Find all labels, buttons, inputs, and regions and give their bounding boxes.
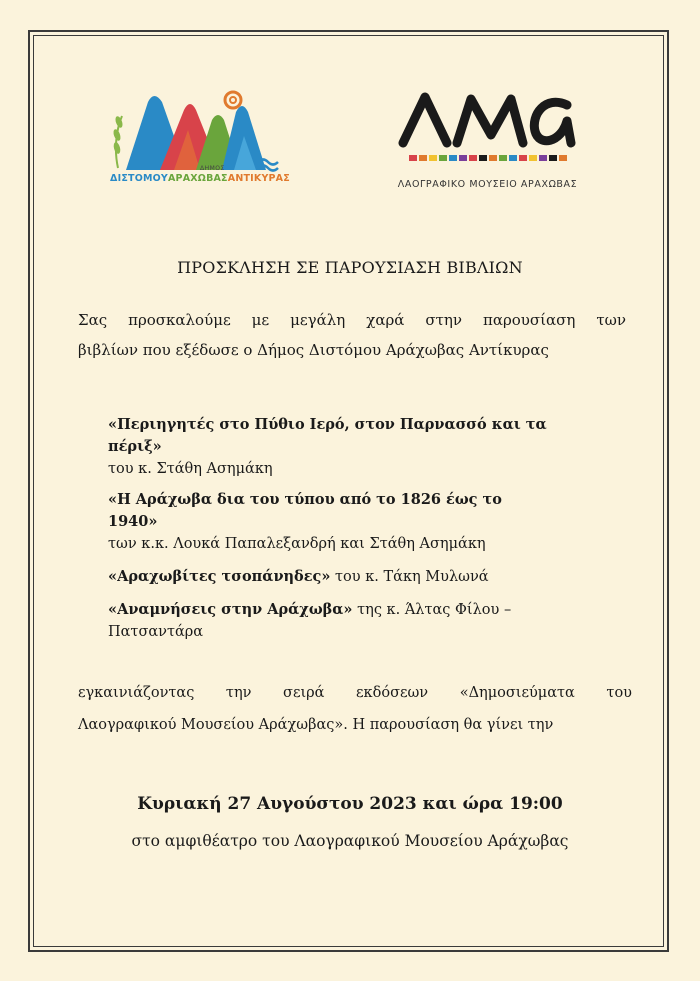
book-item-3 (108, 566, 628, 588)
intro-line-2: βιβλίων που εξέδωσε ο Δήμος Διστόμου Αράχωβας Αντίκυρας (78, 341, 549, 359)
outro-line-2: Λαογραφικού Μουσείου Αράχωβας». Η παρουσίαση θα γίνει την (78, 717, 554, 733)
municipality-mountains-icon (108, 80, 288, 175)
municipality-name-part-3: ΑΝΤΙΚΥΡΑΣ (227, 173, 290, 184)
book-2-author: των κ.κ. Λουκά Παπαλεξανδρή και Στάθη Ασημάκη (108, 536, 486, 552)
municipality-name-part-2: ΑΡΑΧΩΒΑΣ (168, 173, 228, 184)
invitation-heading: ΠΡΟΣΚΛΗΣΗ ΣΕ ΠΑΡΟΥΣΙΑΣΗ ΒΙΒΛΙΩΝ (177, 258, 523, 277)
book-2-title-line-1: «Η Αράχωβα δια του τύπου από το 1826 έως το (108, 491, 502, 508)
book-item-2 (108, 489, 628, 555)
book-item-1 (108, 414, 628, 480)
book-3-author: του κ. Τάκη Μυλωνά (330, 569, 489, 585)
book-2-title-line-2: 1940» (108, 513, 158, 530)
book-4-author-line-1: της κ. Άλτας Φίλου – (352, 602, 512, 618)
municipality-small-label: ΔΗΜΟΣ (200, 165, 225, 172)
municipality-name (108, 173, 292, 184)
book-1-title-line-2: πέριξ» (108, 438, 162, 455)
book-3-title: «Αραχωβίτες τσοπάνηδες» (108, 568, 331, 585)
book-item-4 (108, 599, 628, 643)
museum-logo (395, 85, 585, 165)
book-1-title-line-1: «Περιηγητές στο Πύθιο Ιερό, στον Παρνασσό και τα (108, 416, 547, 433)
book-1-author: του κ. Στάθη Ασημάκη (108, 461, 273, 477)
municipality-name-part-1: ΔΙΣΤΟΜΟΥ (110, 173, 168, 184)
outro-line-1: εγκαινιάζοντας την σειρά εκδόσεων «Δημοσιεύματα του (78, 685, 632, 701)
event-date: Κυριακή 27 Αυγούστου 2023 και ώρα 19:00 (137, 794, 563, 814)
intro-line-1: Σας προσκαλούμε με μεγάλη χαρά στην παρουσίαση των (78, 311, 626, 329)
book-4-author-line-2: Πατσαντάρα (108, 624, 204, 640)
museum-logo-mark-icon (395, 85, 585, 165)
intro-paragraph (78, 305, 626, 365)
outro-paragraph (78, 677, 632, 741)
museum-name: ΛΑΟΓΡΑΦΙΚΟ ΜΟΥΣΕΙΟ ΑΡΑΧΩΒΑΣ (397, 179, 578, 190)
book-4-title: «Αναμνήσεις στην Αράχωβα» (108, 601, 353, 618)
event-venue: στο αμφιθέατρο του Λαογραφικού Μουσείου Αράχωβας (131, 832, 569, 850)
